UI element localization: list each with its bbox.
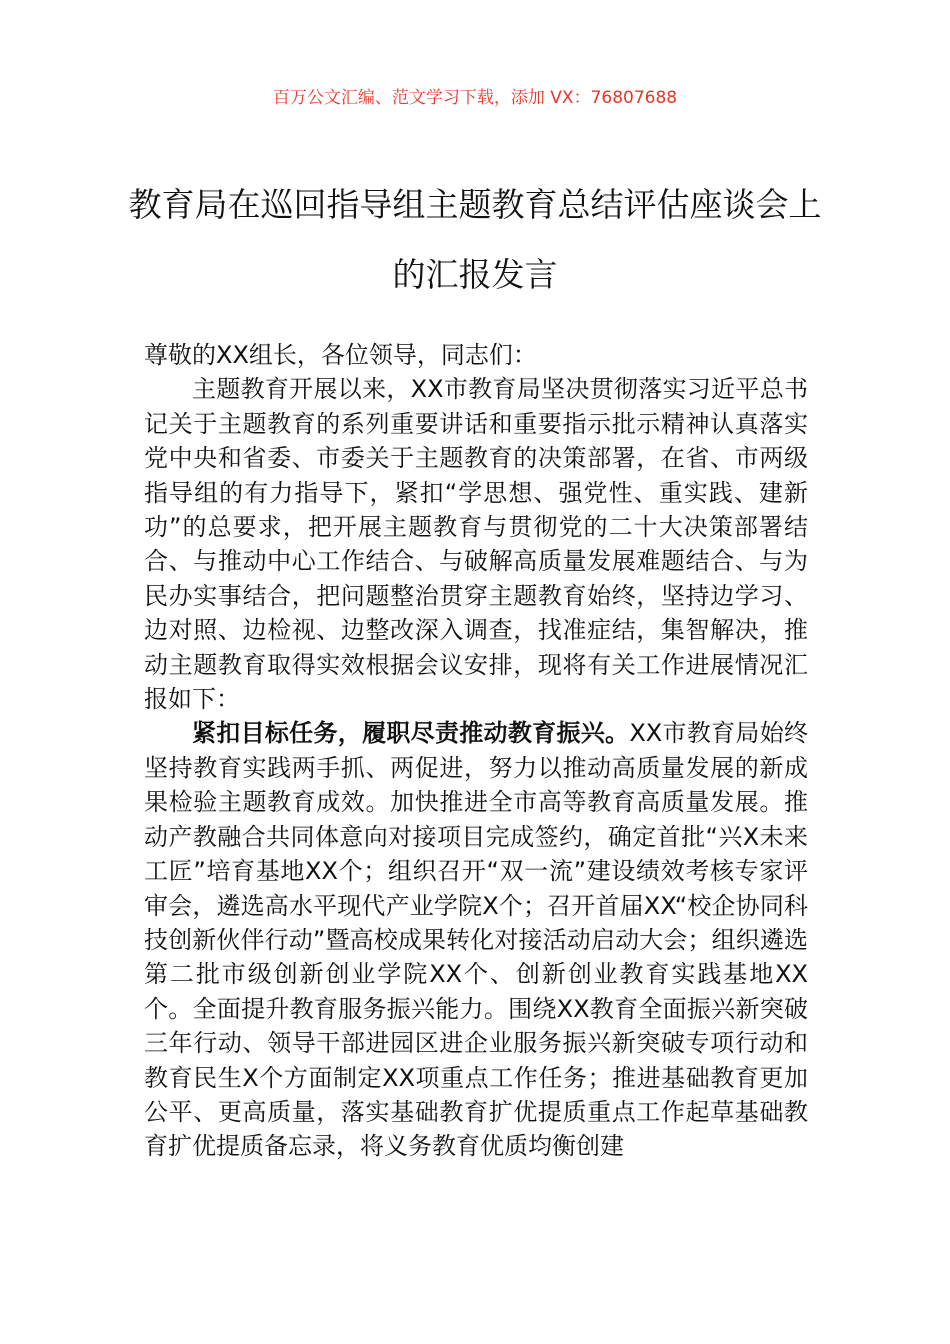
section-1-heading: 紧扣目标任务，履职尽责推动教育振兴。 (192, 719, 630, 748)
header-promo-note: 百万公文汇编、范文学习下载，添加 VX：76807688 (272, 88, 678, 108)
section-1-paragraph (144, 716, 808, 1163)
salutation: 尊敬的XX组长，各位领导，同志们： (144, 341, 537, 369)
document-body (144, 338, 808, 1164)
document-title: 教育局在巡回指导组主题教育总结评估座谈会上的汇报发言 (128, 185, 822, 294)
intro-paragraph: 主题教育开展以来，XX市教育局坚决贯彻落实习近平总书记关于主题教育的系列重要讲话和重要指示批示精神认真落实党中央和省委、市委关于主题教育的决策部署，在省、市两级指导组的有力指导下，紧扣“学思想、强党性、重实践、建新功”的总要求，把开展主题教育与贯彻党的二十大决策部署结合、与推动中心工作结合、与破解高质量发展难题结合、与为民办实事结合，把问题整治贯穿主题教育始终，坚持边学习、边对照、边检视、边整改深入调查，找准症结，集智解决，推动主题教育取得实效根据会议安排，现将有关工作进展情况汇报如下： (144, 375, 808, 714)
section-1-body: XX市教育局始终坚持教育实践两手抓、两促进，努力以推动高质量发展的新成果检验主题教育成效。加快推进全市高等教育高质量发展。推动产教融合共同体意向对接项目完成签约，确定首批“兴X未来工匠”培育基地XX个；组织召开“双一流”建设绩效考核专家评审会，遴选高水平现代产业学院X个；召开首届XX“校企协同科技创新伙伴行动”暨高校成果转化对接活动启动大会；组织遴选第二批市级创新创业学院XX个、创新创业教育实践基地XX个。全面提升教育服务振兴能力。围绕XX教育全面振兴新突破三年行动、领导干部进园区进企业服务振兴新突破专项行动和教育民生X个方面制定XX项重点工作任务；推进基础教育更加公平、更高质量，落实基础教育扩优提质重点工作起草基础教育扩优提质备忘录，将义务教育优质均衡创建 (144, 719, 809, 1161)
